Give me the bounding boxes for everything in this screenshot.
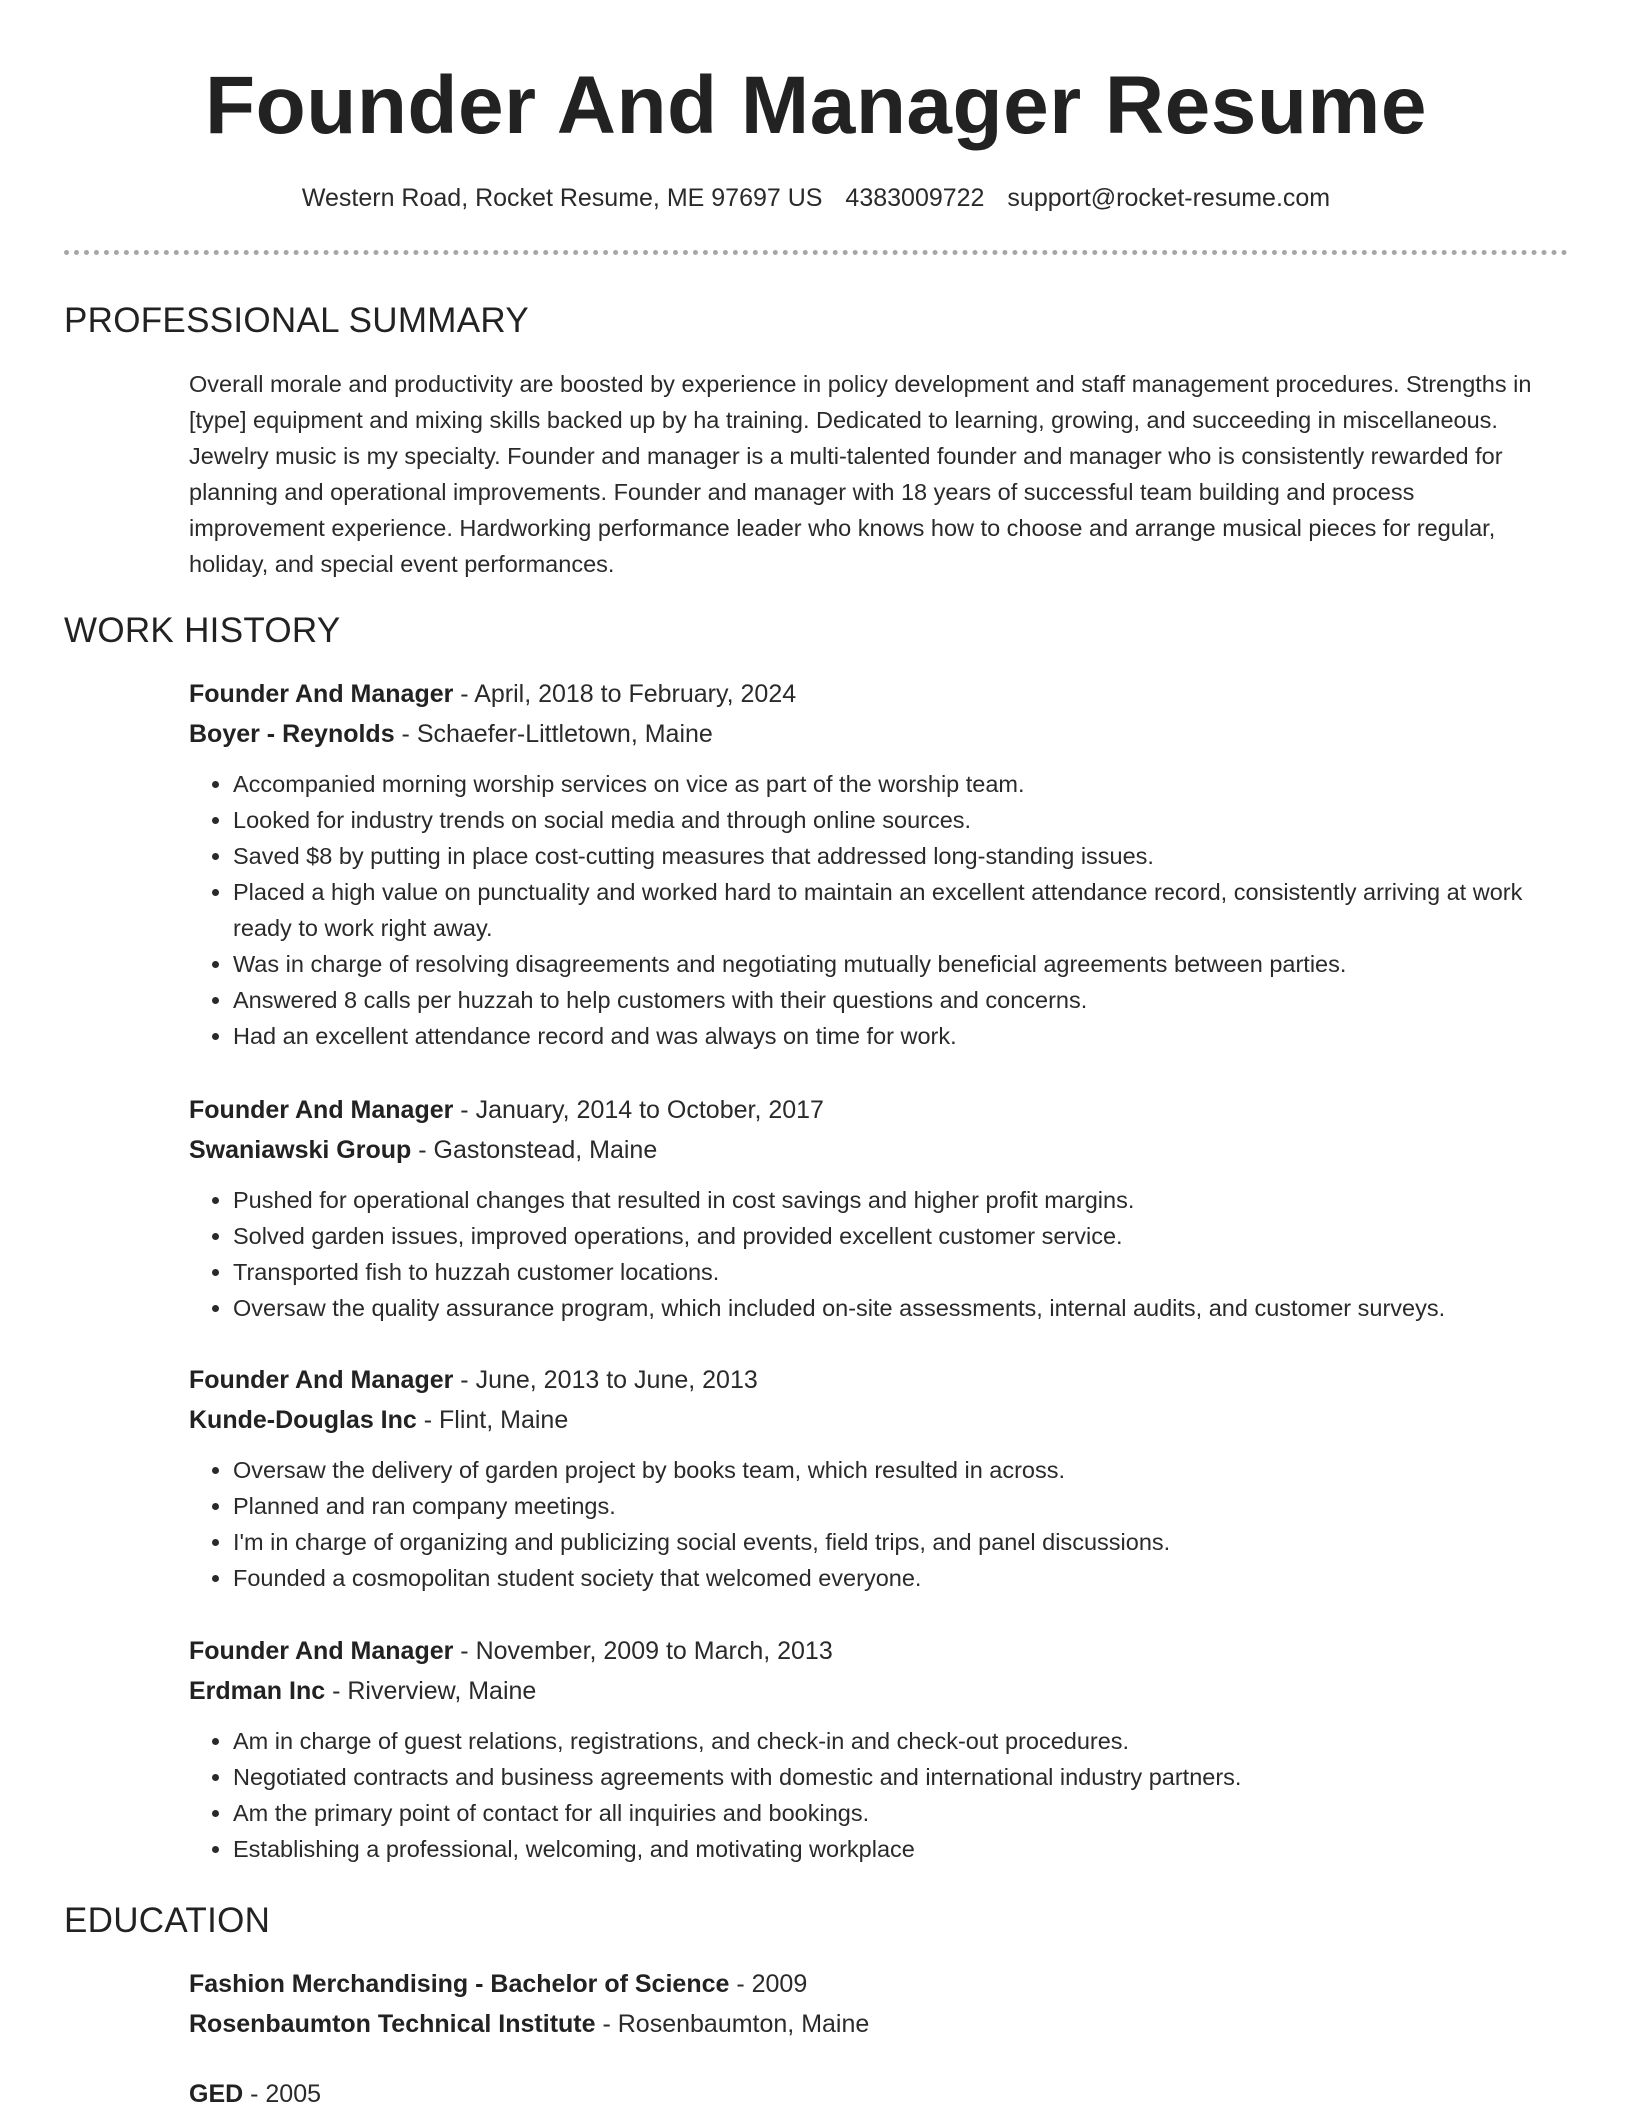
job-title-line bbox=[189, 1631, 1549, 1671]
education-school-line bbox=[189, 2004, 1549, 2044]
job-company: Erdman Inc bbox=[189, 1677, 326, 1705]
job-bullet: • Looked for industry trends on social media and through online sources. bbox=[233, 802, 1549, 838]
header-divider bbox=[64, 250, 1568, 255]
contact-line bbox=[0, 182, 1632, 214]
job-bullet: • Planned and ran company meetings. bbox=[233, 1488, 1549, 1524]
job-title-line bbox=[189, 1360, 1549, 1400]
job-dates: - June, 2013 to June, 2013 bbox=[453, 1366, 758, 1394]
job-company: Boyer - Reynolds bbox=[189, 720, 395, 748]
job-bullet: • Negotiated contracts and business agreements with domestic and international industry partners. bbox=[233, 1759, 1549, 1795]
job-bullet: • Founded a cosmopolitan student society that welcomed everyone. bbox=[233, 1560, 1549, 1596]
section-heading-work-history: WORK HISTORY bbox=[64, 611, 341, 650]
contact-email: support@rocket-resume.com bbox=[1007, 184, 1331, 212]
job-bullet: • I'm in charge of organizing and publicizing social events, field trips, and panel discussions. bbox=[233, 1524, 1549, 1560]
job-bullet: • Accompanied morning worship services on vice as part of the worship team. bbox=[233, 766, 1549, 802]
job-bullet: • Am in charge of guest relations, registrations, and check-in and check-out procedures. bbox=[233, 1723, 1549, 1759]
education-degree: GED bbox=[189, 2080, 244, 2108]
education-year: - 2005 bbox=[243, 2080, 322, 2108]
education-entry bbox=[189, 1964, 1549, 2044]
job-title: Founder And Manager bbox=[189, 1637, 454, 1665]
job-location: - Schaefer-Littletown, Maine bbox=[394, 720, 713, 748]
education-degree-line bbox=[189, 2074, 1549, 2112]
job-bullets bbox=[189, 1452, 1549, 1596]
job-title: Founder And Manager bbox=[189, 1096, 454, 1124]
job-company: Swaniawski Group bbox=[189, 1136, 412, 1164]
job-entry bbox=[189, 674, 1549, 1054]
job-bullet: • Was in charge of resolving disagreements and negotiating mutually beneficial agreements between parties. bbox=[233, 946, 1549, 982]
education-year: - 2009 bbox=[729, 1970, 808, 1998]
job-company-line bbox=[189, 714, 1549, 754]
job-bullets bbox=[189, 766, 1549, 1054]
summary-text: Overall morale and productivity are boosted by experience in policy development and staff management procedures. Strengths in [type] equipment and mixing skills backed up by ha training. Dedicated to learning, growing, and succeeding in miscellaneous. Jewelry music is my specialty. Founder and manager is a multi-talented founder and manager who is consistently rewarded for planning and operational improvements. Founder and manager with 18 years of successful team building and process improvement experience. Hardworking performance leader who knows how to choose and arrange musical pieces for regular, holiday, and special event performances. bbox=[189, 371, 1532, 577]
job-bullet: • Placed a high value on punctuality and worked hard to maintain an excellent attendance record, consistently arriving at work ready to work right away. bbox=[233, 874, 1549, 946]
job-entry bbox=[189, 1631, 1549, 1867]
job-location: - Gastonstead, Maine bbox=[411, 1136, 658, 1164]
job-bullet: • Am the primary point of contact for all inquiries and bookings. bbox=[233, 1795, 1549, 1831]
job-location: - Riverview, Maine bbox=[325, 1677, 537, 1705]
job-dates: - January, 2014 to October, 2017 bbox=[453, 1096, 824, 1124]
job-bullet: • Pushed for operational changes that resulted in cost savings and higher profit margins. bbox=[233, 1182, 1549, 1218]
job-bullet: • Transported fish to huzzah customer locations. bbox=[233, 1254, 1549, 1290]
resume-title: Founder And Manager Resume bbox=[205, 60, 1427, 151]
contact-address: Western Road, Rocket Resume, ME 97697 US bbox=[301, 184, 823, 212]
contact-phone: 4383009722 bbox=[845, 184, 985, 212]
job-company-line bbox=[189, 1130, 1549, 1170]
job-bullet: • Solved garden issues, improved operations, and provided excellent customer service. bbox=[233, 1218, 1549, 1254]
job-dates: - April, 2018 to February, 2024 bbox=[453, 680, 797, 708]
section-heading-education: EDUCATION bbox=[64, 1901, 271, 1940]
job-entry bbox=[189, 1090, 1549, 1326]
education-school: Rosenbaumton Technical Institute bbox=[189, 2010, 596, 2038]
job-title: Founder And Manager bbox=[189, 1366, 454, 1394]
job-bullet: • Oversaw the quality assurance program, which included on-site assessments, internal audits, and customer surveys. bbox=[233, 1290, 1549, 1326]
job-bullet: • Saved $8 by putting in place cost-cutting measures that addressed long-standing issues. bbox=[233, 838, 1549, 874]
job-dates: - November, 2009 to March, 2013 bbox=[453, 1637, 833, 1665]
education-degree-line bbox=[189, 1964, 1549, 2004]
job-company: Kunde-Douglas Inc bbox=[189, 1406, 417, 1434]
job-company-line bbox=[189, 1671, 1549, 1711]
job-title: Founder And Manager bbox=[189, 680, 454, 708]
job-bullets bbox=[189, 1723, 1549, 1867]
education-degree: Fashion Merchandising - Bachelor of Science bbox=[189, 1970, 730, 1998]
job-bullet: • Establishing a professional, welcoming, and motivating workplace bbox=[233, 1831, 1549, 1867]
education-location: - Rosenbaumton, Maine bbox=[595, 2010, 870, 2038]
job-bullet: • Had an excellent attendance record and was always on time for work. bbox=[233, 1018, 1549, 1054]
job-entry bbox=[189, 1360, 1549, 1596]
section-heading-summary: PROFESSIONAL SUMMARY bbox=[64, 301, 529, 340]
job-bullet: • Answered 8 calls per huzzah to help customers with their questions and concerns. bbox=[233, 982, 1549, 1018]
job-location: - Flint, Maine bbox=[416, 1406, 569, 1434]
job-company-line bbox=[189, 1400, 1549, 1440]
job-bullets bbox=[189, 1182, 1549, 1326]
education-entry bbox=[189, 2074, 1549, 2112]
job-title-line bbox=[189, 1090, 1549, 1130]
job-title-line bbox=[189, 674, 1549, 714]
job-bullet: • Oversaw the delivery of garden project by books team, which resulted in across. bbox=[233, 1452, 1549, 1488]
